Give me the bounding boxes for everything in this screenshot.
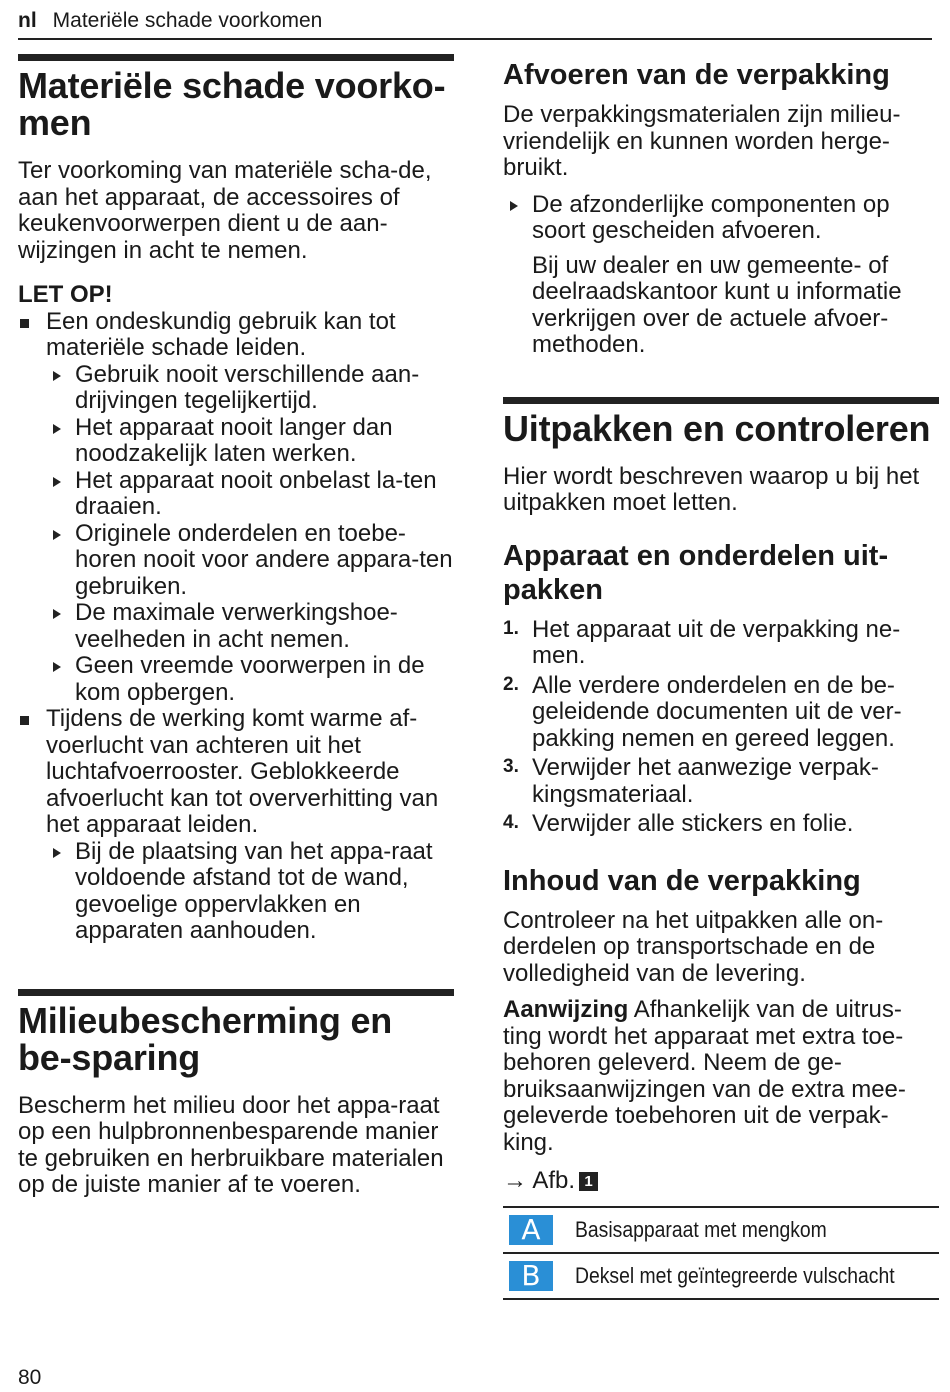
section-intro: Ter voorkoming van materiële scha-de, aan het apparaat, de accessoires of keukenvoorwerpen dient u de aan-wijzingen in acht te nemen. — [18, 157, 432, 264]
figure-legend — [503, 1206, 939, 1300]
instruction-list — [46, 839, 454, 945]
step-number: 2. — [503, 673, 519, 695]
section-text: Hier wordt beschreven waarop u bij het uitpakken moet letten. — [503, 462, 920, 516]
figure-number: 1 — [579, 1172, 598, 1191]
step-item — [503, 755, 939, 808]
figure-reference — [503, 1166, 939, 1196]
instruction-list — [503, 192, 939, 245]
section-afvoeren — [503, 58, 939, 359]
step-number: 4. — [503, 812, 519, 833]
note-label: Aanwijzing — [503, 996, 629, 1023]
step-number: 1. — [503, 617, 519, 639]
section-text: Controleer na het uitpakken alle on-derdelen op transportschade en de volledigheid van de levering. — [503, 906, 884, 987]
section-uitpakken — [503, 397, 939, 517]
step-item — [503, 673, 939, 753]
legend-row — [503, 1254, 939, 1300]
instruction-item: Geen vreemde voorwerpen in de kom opbergen. — [46, 653, 454, 706]
note-paragraph — [503, 997, 939, 1156]
subsection-title: Afvoeren van de verpakking — [503, 59, 890, 91]
instruction-followup: Bij uw dealer en uw gemeente- of deelraadskantoor kunt u informatie verkrijgen over de actuele afvoer-methoden. — [532, 251, 902, 358]
legend-row — [503, 1208, 939, 1254]
page-number: 80 — [18, 1366, 42, 1389]
instruction-item: Het apparaat nooit onbelast la-ten draaien. — [46, 468, 454, 521]
section-materiele-schade — [18, 54, 454, 945]
running-header — [18, 8, 932, 38]
section-title: Uitpakken en controleren — [503, 397, 939, 447]
section-text: Bescherm het milieu door het appa-raat op een hulpbronnenbesparende manier te gebruiken en herbruikbare materialen op de juiste manier af te voeren. — [18, 1091, 444, 1198]
language-code: nl — [18, 9, 37, 32]
instruction-item: Bij de plaatsing van het appa-raat voldoende afstand tot de wand, gevoelige oppervlakken en apparaten aanhouden. — [46, 839, 454, 945]
note-text: Afhankelijk van de uitrus-ting wordt het apparaat met extra toe-behoren geleverd. Neem de ge-bruiksaanwijzingen van de extra mee-geleverde toebehoren uit de verpak-king. — [503, 996, 906, 1156]
section-title: Materiële schade voorko-men — [18, 54, 454, 141]
instruction-item: Gebruik nooit verschillende aan-drijvingen tegelijkertijd. — [46, 362, 454, 415]
legend-badge: B — [509, 1261, 553, 1291]
caution-item — [18, 706, 454, 945]
header-title: Materiële schade voorkomen — [52, 9, 323, 32]
subsection-title: Inhoud van de verpakking — [503, 864, 861, 897]
section-title: Milieubescherming en be-sparing — [18, 989, 454, 1076]
step-item — [503, 811, 939, 838]
left-column — [18, 54, 454, 1213]
step-text: Verwijder alle stickers en folie. — [532, 810, 854, 837]
instruction-item: Originele onderdelen en toebe-horen nooit voor andere appara-ten gebruiken. — [46, 521, 454, 601]
step-text: Het apparaat uit de verpakking ne-men. — [532, 615, 901, 669]
caution-label: LET OP! — [18, 281, 113, 308]
figure-reference-text: → Afb. — [503, 1167, 576, 1194]
header-divider — [18, 38, 932, 40]
caution-item — [18, 309, 454, 707]
step-item — [503, 617, 939, 670]
section-apparaat-uitpakken — [503, 539, 939, 838]
step-number: 3. — [503, 756, 519, 777]
legend-text: Deksel met geïntegreerde vulschacht — [575, 1263, 895, 1288]
instruction-item: Het apparaat nooit langer dan noodzakelijk laten werken. — [46, 415, 454, 468]
step-text: Alle verdere onderdelen en de be-geleidende documenten uit de ver-pakking nemen en gereed leggen. — [532, 671, 902, 752]
right-column — [503, 54, 939, 1300]
section-milieubescherming — [18, 989, 454, 1199]
instruction-item: De afzonderlijke componenten op soort gescheiden afvoeren. — [503, 192, 939, 245]
step-text: Verwijder het aanwezige verpak-kingsmateriaal. — [532, 754, 879, 808]
section-inhoud — [503, 864, 939, 1301]
steps-list — [503, 617, 939, 838]
section-text: De verpakkingsmaterialen zijn milieu-vriendelijk en kunnen worden herge-bruikt. — [503, 101, 901, 181]
instruction-item: De maximale verwerkingshoe-veelheden in acht nemen. — [46, 600, 454, 653]
subsection-title: Apparaat en onderdelen uit-pakken — [503, 539, 889, 606]
instruction-list — [46, 362, 454, 707]
legend-badge: A — [509, 1215, 553, 1245]
caution-list — [18, 309, 454, 945]
caution-item-text: Een ondeskundig gebruik kan tot materiële schade leiden. — [46, 307, 396, 361]
caution-item-text: Tijdens de werking komt warme af-voerlucht van achteren uit het luchtafvoerrooster. Geblokkeerde afvoerlucht kan tot oververhitting van het apparaat leiden. — [46, 705, 439, 838]
legend-text: Basisapparaat met mengkom — [575, 1217, 827, 1242]
